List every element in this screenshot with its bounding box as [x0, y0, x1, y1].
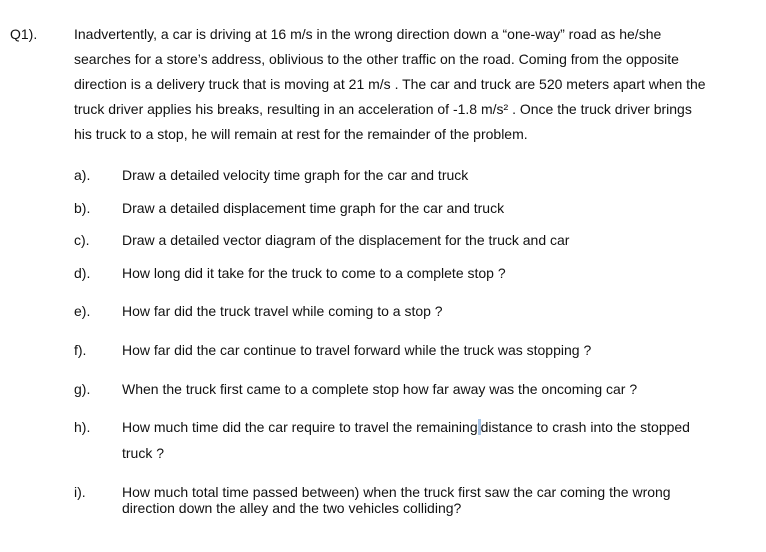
part-text: Draw a detailed displacement time graph for the car and truck [122, 200, 505, 216]
part-letter: g). [74, 381, 91, 397]
intro-line: his truck to a stop, he will remain at rest for the remainder of the problem. [74, 126, 528, 142]
intro-line: Inadvertently, a car is driving at 16 m/s in the wrong direction down a “one-way” road as he/she [74, 26, 662, 42]
question-intro [74, 26, 754, 151]
part-text-line2: truck ? [122, 445, 165, 461]
part-text-segment: distance to crash into the stopped [480, 419, 690, 435]
part-text: How far did the truck travel while coming to a stop ? [122, 303, 443, 319]
intro-line: truck driver applies his breaks, resulting in an acceleration of -1.8 m/s² . Once the truck driver brings [74, 101, 692, 117]
part-letter: f). [74, 342, 87, 358]
part-text: How far did the car continue to travel forward while the truck was stopping ? [122, 342, 592, 358]
part-text: Draw a detailed velocity time graph for the car and truck [122, 167, 469, 183]
part-letter: b). [74, 200, 91, 216]
intro-line: direction is a delivery truck that is moving at 21 m/s . The car and truck are 520 meters apart when the [74, 76, 706, 92]
part-text-segment: How much time did the car require to travel the remaining [122, 419, 478, 435]
part-text-segment: How much total time passed between) when the truck first saw the car coming the wrong [122, 484, 671, 500]
part-letter: d). [74, 265, 91, 281]
part-text: Draw a detailed vector diagram of the displacement for the truck and car [122, 232, 570, 248]
part-letter: e). [74, 303, 91, 319]
part-letter: c). [74, 232, 90, 248]
part-letter: h). [74, 419, 91, 435]
part-text: How long did it take for the truck to come to a complete stop ? [122, 265, 506, 281]
part-text [122, 484, 762, 516]
question-label: Q1). [10, 26, 38, 42]
part-text: When the truck first came to a complete stop how far away was the oncoming car ? [122, 381, 638, 397]
part-text-line2: direction down the alley and the two vehicles colliding? [122, 500, 462, 516]
part-text [122, 419, 762, 461]
part-letter: i). [74, 484, 86, 500]
intro-line: searches for a store’s address, oblivious to the other traffic on the road. Coming from the opposite [74, 51, 679, 67]
part-letter: a). [74, 167, 91, 183]
